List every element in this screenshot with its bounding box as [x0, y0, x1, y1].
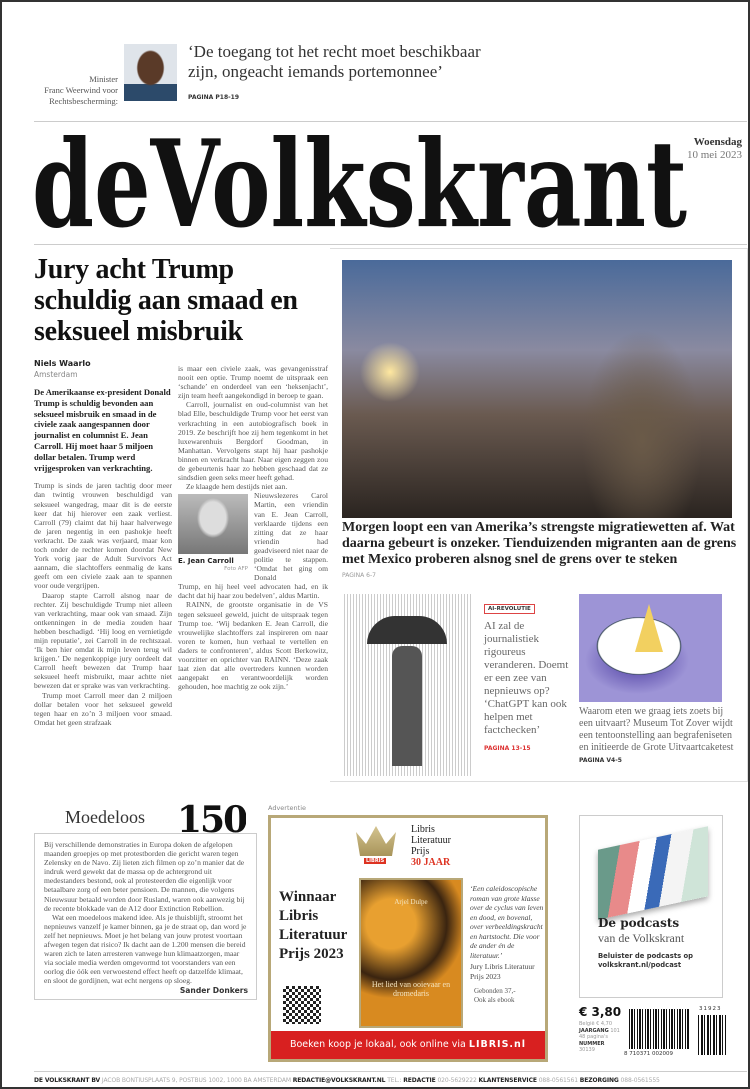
podcast-image [598, 826, 708, 919]
caption-line: Franc Weerwind voor [44, 85, 118, 95]
ad-quote: ‘Een caleidoscopische roman van grote klasse over de cyclus van leven en dood, en bovenal, over verbeeldingskracht en hartstocht. Die voor de ander én de literatuur.’ [470, 884, 544, 960]
price-belgium: België € 4,70 [579, 1021, 613, 1027]
paragraph: Trump is sinds de jaren tachtig door meer dan twintig vrouwen beschuldigd van seksueel wangedrag, maar dit is de eerste keer dat hij hierover een zaak verliest. Carroll (79) claimt dat hij haar halverwege de jaren negentig in een pashokje heeft verkracht. De zaak was verjaard, maar kon toch onder de rechter komen doordat New York vorig jaar de Adult Survivors Act aannam, die slachtoffers eenmalig de kans geeft om een civiele zaak aan te spannen voor oude vergrijpen. [34, 481, 172, 591]
footer-value: 088-0561561 [538, 1077, 578, 1084]
migration-caption[interactable]: Morgen loopt een van Amerika’s strengste migratiewetten af. Wat daarna gebeurt is onzeker. Tienduizenden migranten aan de grens met Mexico proberen alsnog snel de grens over te steken [342, 520, 737, 567]
podcast-box[interactable] [579, 815, 723, 998]
nummer-label: NUMMER [579, 1040, 605, 1047]
footer-label: REDACTIE [403, 1077, 436, 1084]
paragraph: Trump moet Carroll meer dan 2 miljoen dollar betalen voor het seksueel geweld tegen haar en zo’n 3 miljoen voor smaad. Omdat het geen strafzaak [34, 690, 172, 727]
podcast-link[interactable]: Beluister de podcasts op volkskrant.nl/podcast [598, 952, 694, 969]
paragraph: is maar een civiele zaak, was gevangenisstraf nooit een optie. Trump noemt de uitspraak een ‘schande’ en onderdeel van een ‘heksenjacht’, zijn team heeft aangekondigd in beroep te gaan. [178, 364, 328, 401]
cake-photo[interactable] [579, 594, 722, 702]
man-figure [392, 646, 422, 766]
lead-intro: De Amerikaanse ex-president Donald Trump is schuldig bevonden aan seksueel misbruik en smaad in de civiele zaak aangespannen door journalist en columnist E. Jean Carroll. Hij moet haar 5 miljoen dollar betalen. Trump werd vrijgesproken van verkrachting. [34, 387, 171, 473]
ad-price [474, 987, 546, 1005]
paragraph: Carroll, journalist en oud-columnist van het blad Elle, beschuldigde Trump voor het eerst van verkrachting in een autobiografisch boek in 2019. Ze beschrijft hoe zij hem tegenkomt in het luxewarenhuis Bergdorf Goodman, in Manhattan. Vervolgens stapt hij haar pashokje binnen en verkracht haar. Naar eigen zeggen zou de gebeurtenis haar zo hebben geschaad dat ze sindsdien geen seks meer heeft gehad. [178, 400, 328, 483]
jaargang: 101 [610, 1027, 620, 1034]
funeral-page: PAGINA V4-5 [579, 757, 622, 764]
book-cover [359, 878, 463, 1028]
divider [34, 244, 747, 245]
footer-label: KLANTENSERVICE [478, 1077, 537, 1084]
nummer: 30139 [579, 1047, 595, 1053]
cake-icon [635, 604, 663, 652]
prize-line: Prijs [411, 846, 430, 857]
umbrella-icon [367, 616, 447, 644]
ad-text-block [470, 884, 546, 1005]
banner-brand: LIBRIS.nl [468, 1039, 527, 1050]
book-author: Arjel Dulpe [394, 898, 428, 906]
ai-teaser-block [484, 595, 570, 752]
ai-label: AI-REVOLUTIE [484, 604, 535, 614]
divider [34, 1071, 747, 1072]
paragraph: Daarop stapte Carroll alsnog naar de rechter. Zij beschuldigde Trump niet alleen van verkrachting, maar ook van smaad. Zijn ontkenningen in de media zouden haar hebben beschadigd. ‘Hij loog en vernietigde mijn reputatie’, zei Carroll in de rechtszaal. ‘Ik ben hier omdat ik mijn leven terug wil krijgen.’ De negenkoppige jury oordeelt dat Carroll heeft bewezen dat Trump haar seksueel heeft misbruikt, maar achtte niet bewezen dat er sprake was van verkrachting. [34, 590, 172, 691]
book-title: Het lied van ooievaar en dromedaris [371, 980, 451, 998]
ad-label: Advertentie [268, 804, 306, 812]
lead-location: Amsterdam [34, 370, 78, 379]
paragraph: Trump, en hij heel veel advocaten had, en ik dacht dat hij haar zou bedelven’, aldus Martin. [178, 582, 328, 601]
photo-caption: E. Jean Carroll [178, 557, 234, 566]
minister-photo [124, 44, 177, 101]
column-title[interactable]: Moedeloos [65, 807, 145, 827]
prize-line: Literatuur [411, 835, 451, 846]
migration-teaser [342, 520, 744, 579]
footer-email[interactable]: REDACTIE@VOLKSKRANT.NL [292, 1077, 386, 1084]
funeral-teaser[interactable]: Waarom eten we graag iets zoets bij een uitvaart? Museum Tot Zover wijdt een tentoonstelling aan begrafeniseten en initieerde de Grote Uitvaartcaketest [579, 706, 734, 753]
paragraph: Bij verschillende demonstraties in Europa doken de afgelopen maanden groepjes op met protestborden die gericht waren tegen Zelensky en de Navo. Zij lieten zich filmen op zo’n manier dat de indruk werd gewekt dat de massa op de achtergrond uit medestanders bestond, ook al protesteerden die eigenlijk voor betaalbare zorg of een beter pensioen. De mannen, die volgens Nieuwsuur betaald worden door Rusland, waren ook aanwezig bij de recente blokkade van de A12 door Extinction Rebellion. [44, 840, 245, 913]
lead-author: Niels Waarlo [34, 359, 91, 368]
paragraph: Nieuwslezeres Carol Martin, een vriendin van E. Jean Carroll, verklaarde tijdens een zitting dat ze haar vriendin had geadviseerd niet naar de politie te stappen. ‘Omdat het ging om Donald [254, 491, 328, 583]
barcode-addon: 31923 [699, 1006, 722, 1012]
lead-headline[interactable]: Jury acht Trump schuldig aan smaad en seksueel misbruik [34, 254, 298, 347]
paragraph: Wat een moedeloos makend idee. Als je thuisblijft, stroomt het nepnieuws vanzelf je kamer binnen, ga je de straat op, dan word je zelf het nepnieuws. Moet je het belang van jouw protest voortaan afwegen tegen dat risico? Ik dacht aan de 1.200 mensen die bereid waren zich te laten arresteren vanwege hun klimaatzorgen, maar via sociale media werden omgevormd tot voorstanders van een oorlog die óók een verwoestend effect heeft op datzelfde klimaat, en sloot de gordijnen, wat echt nergens op sloeg. [44, 912, 247, 986]
teaser-caption [14, 74, 118, 107]
footer-label: DE VOLKSKRANT BV [34, 1077, 101, 1084]
divider [34, 121, 747, 122]
footer-value: 088-0561555 [620, 1077, 660, 1084]
qr-code[interactable] [283, 986, 321, 1024]
teaser-quote[interactable]: ‘De toegang tot het recht moet beschikbaar zijn, ongeacht iemands portemonnee’ [188, 42, 481, 81]
anniversary: 30 JAAR [411, 857, 451, 868]
date: 10 mei 2023 [687, 149, 742, 161]
ai-illustration [342, 594, 473, 776]
ai-teaser[interactable]: AI zal de journalistiek rigoureus veranderen. Doemt er een zee van nepnieuws op? ‘ChatGPT kan ook helpen met factchecken’ [484, 620, 569, 736]
ad-jury: Jury Libris Literatuur Prijs 2023 [470, 962, 535, 981]
masthead-title: deVolkskrant [32, 130, 687, 235]
crown-icon [356, 826, 396, 856]
prize-line: Libris [411, 824, 435, 835]
column-number: 150 [177, 800, 247, 833]
footer-value: TEL.: [387, 1077, 402, 1084]
barcode [629, 1009, 689, 1049]
paragraph: RAINN, de grootste organisatie in de VS tegen seksueel geweld, juicht de uitspraak tegen Trump toe. ‘Wij bedanken E. Jean Carroll, die vrouwelijke slachtoffers zal inspireren om naar voren te komen, hun verhaal te vertellen en daders te confronteren’, aldus Scott Berkowitz, voorzitter en oprichter van RAINN. ‘Deze zaak laat zien dat alle overtreders kunnen worden aangepakt en verantwoordelijk worden gehouden, hoe machtig ze ook zijn.’ [178, 600, 328, 692]
pages: 48 pagina's [579, 1034, 608, 1040]
paragraph: Ze klaagde hem destijds niet aan. [186, 482, 288, 492]
lead-column-1 [34, 481, 172, 727]
ad-banner[interactable] [271, 1031, 545, 1059]
banner-text: Boeken koop je lokaal, ook online via [289, 1039, 466, 1050]
podcast-title: De podcasts [598, 916, 680, 930]
caption-line: Minister [89, 74, 118, 84]
migration-page: PAGINA 6-7 [342, 572, 376, 579]
photo-credit: Foto AFP [224, 566, 248, 573]
footer-value: 020-5629222 [437, 1077, 477, 1084]
lead-column-2 [178, 364, 328, 691]
price-line: Gebonden 37,- [474, 987, 516, 995]
ai-page: PAGINA 13-15 [484, 745, 531, 752]
carroll-figure [178, 494, 248, 573]
masthead-logo[interactable] [32, 130, 694, 235]
column-author: Sander Donkers [179, 985, 248, 995]
carroll-photo [178, 494, 248, 554]
weekday: Woensdag [693, 136, 742, 148]
migration-photo[interactable] [342, 260, 732, 518]
footer [34, 1077, 660, 1085]
masthead-date [687, 136, 742, 162]
price: € 3,80 [579, 1005, 622, 1019]
funeral-teaser-block [579, 706, 734, 764]
column-box [34, 833, 257, 1000]
footer-label: BEZORGING [579, 1077, 619, 1084]
caption-line: Rechtsbescherming: [49, 96, 118, 106]
prize-name [411, 824, 451, 868]
libris-ad[interactable] [268, 815, 548, 1062]
price-details [579, 1021, 620, 1054]
teaser-page: PAGINA P18-19 [188, 94, 239, 101]
ad-winner: Winnaar Libris Literatuur Prijs 2023 [279, 889, 348, 962]
barcode-number: 8 710371 002009 [624, 1051, 673, 1057]
price-line: Ook als ebook [474, 996, 515, 1004]
podcast-subtitle: van de Volkskrant [598, 931, 685, 945]
jaargang-label: JAARGANG [579, 1027, 609, 1034]
footer-value: JACOB BONTIUSPLAATS 9, POSTBUS 1002, 1000 BA AMSTERDAM [101, 1077, 291, 1084]
libris-logo: LIBRIS [366, 858, 385, 864]
barcode-addon-bars [698, 1015, 726, 1055]
